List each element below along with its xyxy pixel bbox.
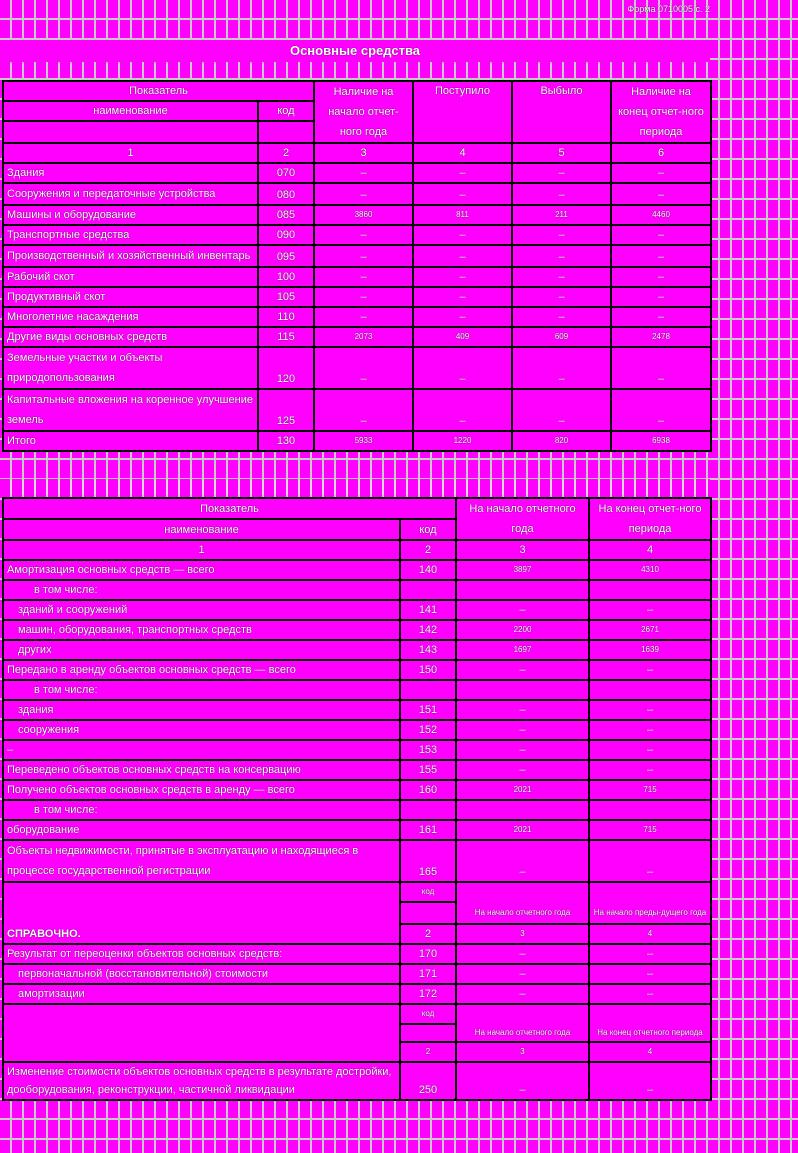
row-received: – [413,347,512,389]
colnum-3: 3 [456,540,589,560]
row-end: – [589,720,711,740]
row-begin: – [456,760,589,780]
row-disposed: – [512,163,611,183]
row-end: – [611,225,711,245]
row-code: 120 [258,347,314,389]
row-name: Машины и оборудование [3,205,258,225]
row-end: 4460 [611,205,711,225]
row-end: – [611,183,711,205]
colnum-2: 2 [258,143,314,163]
ref2-row-code: 250 [400,1062,456,1100]
colnum-1: 1 [3,540,400,560]
table-row [3,680,711,700]
ref-colnum-4: 4 [589,924,711,944]
row-end: 6938 [611,431,711,451]
ref-header-begin: На начало отчетного года [456,882,589,924]
row-end [589,800,711,820]
row-disposed: 820 [512,431,611,451]
ref-header-prev: На начало преды-дущего года [589,882,711,924]
row-end [589,580,711,600]
row-code: 085 [258,205,314,225]
row-code: 070 [258,163,314,183]
row-end: 1639 [589,640,711,660]
table-row [3,431,711,451]
row-code: 141 [400,600,456,620]
row-begin: – [314,225,413,245]
row-begin: 2021 [456,780,589,800]
table-row [3,163,711,183]
row-received: – [413,389,512,431]
row-code [400,800,456,820]
ref-row-a: – [456,944,589,964]
ref2-header-begin: На начало отчетного года [456,1004,589,1042]
row-begin [456,680,589,700]
ref-header-code: код [400,882,456,902]
row-begin: – [456,660,589,680]
row-received: – [413,163,512,183]
row-end: 2478 [611,327,711,347]
table-row [3,840,711,882]
colnum-4: 4 [413,143,512,163]
ref-colnum-2: 2 [400,924,456,944]
table-row [3,389,711,431]
row-received: 1220 [413,431,512,451]
row-code: 090 [258,225,314,245]
row-received: 811 [413,205,512,225]
ref-row-code: 172 [400,984,456,1004]
row-begin: 1697 [456,640,589,660]
table-row [3,700,711,720]
row-begin [456,800,589,820]
ref-row-a: – [456,964,589,984]
row-end: – [611,267,711,287]
row-code: 080 [258,183,314,205]
table-row [3,183,711,205]
row-code: 161 [400,820,456,840]
table-row [3,760,711,780]
row-received: – [413,287,512,307]
row-disposed: – [512,225,611,245]
table-row [3,245,711,267]
row-name: в том числе: [3,680,400,700]
header-begin: На начало отчетного года [456,498,589,540]
colnum-5: 5 [512,143,611,163]
depreciation-table [2,497,712,1101]
row-code: 151 [400,700,456,720]
row-code: 142 [400,620,456,640]
table-row [3,347,711,389]
row-begin: – [314,183,413,205]
ref-row-b: – [589,944,711,964]
row-end: – [611,389,711,431]
ref-colnum-3: 3 [456,924,589,944]
header-end: Наличие на конец отчет-ного периода [611,81,711,143]
table-row [3,720,711,740]
row-received: – [413,307,512,327]
table-row [3,225,711,245]
row-received: – [413,267,512,287]
ref-row-b: – [589,984,711,1004]
row-end: – [589,840,711,882]
table-row [3,660,711,680]
row-begin: – [314,245,413,267]
row-code: 165 [400,840,456,882]
row-name: Итого [3,431,258,451]
row-end: 2671 [589,620,711,640]
colnum-1: 1 [3,143,258,163]
ref2-header-end: На конец отчетного периода [589,1004,711,1042]
row-name: Транспортные средства [3,225,258,245]
row-name: Сооружения и передаточные устройства [3,183,258,205]
row-code: 140 [400,560,456,580]
row-name: здания [3,700,400,720]
table-row [3,580,711,600]
row-end: – [589,740,711,760]
row-begin: – [456,720,589,740]
row-end: – [589,700,711,720]
row-disposed: – [512,267,611,287]
header-indicator: Показатель [3,81,314,101]
row-end: 715 [589,820,711,840]
grid-strip [0,479,710,495]
row-begin: – [314,163,413,183]
colnum-4: 4 [589,540,711,560]
row-disposed: – [512,347,611,389]
row-received: – [413,245,512,267]
row-code [400,580,456,600]
section-title: Основные средства [289,43,421,58]
ref-blank [400,902,456,924]
row-code: 152 [400,720,456,740]
row-disposed: 211 [512,205,611,225]
row-disposed: – [512,307,611,327]
row-begin: – [456,840,589,882]
row-name: зданий и сооружений [3,600,400,620]
section-title-bar [0,40,710,62]
ref2-blank [3,1004,400,1062]
row-name: Получено объектов основных средств в аренду — всего [3,780,400,800]
row-code [400,680,456,700]
row-end: 4310 [589,560,711,580]
row-code: 130 [258,431,314,451]
row-begin: 2200 [456,620,589,640]
row-begin: 3897 [456,560,589,580]
row-end: – [589,600,711,620]
row-name: Продуктивный скот [3,287,258,307]
row-name: Капитальные вложения на коренное улучшение земель [3,389,258,431]
row-name: Передано в аренду объектов основных средств — всего [3,660,400,680]
row-code: 105 [258,287,314,307]
row-name: оборудование [3,820,400,840]
table-row [3,964,711,984]
row-begin: 2021 [456,820,589,840]
colnum-2: 2 [400,540,456,560]
row-disposed: 609 [512,327,611,347]
row-begin: – [314,307,413,327]
row-begin: – [314,267,413,287]
row-begin [456,580,589,600]
colnum-3: 3 [314,143,413,163]
table-row [3,600,711,620]
fixed-assets-table [2,80,712,452]
row-received: – [413,183,512,205]
ref2-header-code: код [400,1004,456,1024]
row-name: в том числе: [3,800,400,820]
colnum-6: 6 [611,143,711,163]
row-code: 125 [258,389,314,431]
table-row [3,327,711,347]
row-code: 110 [258,307,314,327]
row-name: машин, оборудования, транспортных средств [3,620,400,640]
table-row [3,620,711,640]
ref-row-name: первоначальной (восстановительной) стоимости [3,964,400,984]
row-begin: – [456,740,589,760]
row-name: других [3,640,400,660]
ref2-row-b: – [589,1062,711,1100]
form-number: Форма 0710005 с. 2 [627,4,710,14]
row-begin: 2073 [314,327,413,347]
row-end: – [611,347,711,389]
row-name: – [3,740,400,760]
row-name: в том числе: [3,580,400,600]
row-begin: – [314,389,413,431]
table-row [3,267,711,287]
row-name: Многолетние насаждения [3,307,258,327]
header-received: Поступило [413,81,512,143]
header-code: код [258,101,314,121]
row-disposed: – [512,245,611,267]
row-begin: – [314,287,413,307]
table-row [3,780,711,800]
header-begin: Наличие на начало отчет-ного года [314,81,413,143]
header-indicator: Показатель [3,498,456,519]
ref2-blank [400,1024,456,1042]
row-name: сооружения [3,720,400,740]
row-code: 095 [258,245,314,267]
table-row [3,820,711,840]
row-code: 160 [400,780,456,800]
row-code: 100 [258,267,314,287]
row-name: Переведено объектов основных средств на консервацию [3,760,400,780]
ref-row-name: Результат от переоценки объектов основных средств: [3,944,400,964]
table-row [3,560,711,580]
ref2-colnum-2: 2 [400,1042,456,1062]
table-row [3,640,711,660]
row-begin: – [456,700,589,720]
row-disposed: – [512,183,611,205]
table-row [3,307,711,327]
table-row [3,287,711,307]
row-disposed: – [512,287,611,307]
table-row [3,984,711,1004]
ref2-row-name: Изменение стоимости объектов основных средств в результате достройки, дооборудования, реконструкции, частичной ликвидации [3,1062,400,1100]
row-code: 143 [400,640,456,660]
row-name: Земельные участки и объекты природопользования [3,347,258,389]
table-row [3,944,711,964]
header-disposed: Выбыло [512,81,611,143]
row-end [589,680,711,700]
header-blank [258,121,314,143]
header-name: наименование [3,519,400,540]
ref-row-code: 171 [400,964,456,984]
row-name: Амортизация основных средств — всего [3,560,400,580]
row-name: Другие виды основных средств [3,327,258,347]
row-name: Объекты недвижимости, принятые в эксплуатацию и находящиеся в процессе государственной регистрации [3,840,400,882]
row-received: – [413,225,512,245]
header-code: код [400,519,456,540]
row-end: – [611,307,711,327]
row-end: – [589,760,711,780]
row-received: 409 [413,327,512,347]
table-row [3,740,711,760]
table-row [3,800,711,820]
ref-row-a: – [456,984,589,1004]
ref-row-code: 170 [400,944,456,964]
ref-row-name: амортизации [3,984,400,1004]
row-begin: 3860 [314,205,413,225]
header-name: наименование [3,101,258,121]
row-end: – [611,163,711,183]
reference-label: СПРАВОЧНО. [3,882,400,944]
row-begin: – [314,347,413,389]
row-end: – [611,287,711,307]
row-disposed: – [512,389,611,431]
header-blank [3,121,258,143]
row-name: Рабочий скот [3,267,258,287]
row-code: 153 [400,740,456,760]
ref2-colnum-4: 4 [589,1042,711,1062]
row-end: – [589,660,711,680]
row-end: – [611,245,711,267]
ref-row-b: – [589,964,711,984]
row-name: Производственный и хозяйственный инвентарь [3,245,258,267]
row-name: Здания [3,163,258,183]
header-end: На конец отчет-ного периода [589,498,711,540]
row-end: 715 [589,780,711,800]
ref2-row-a: – [456,1062,589,1100]
row-code: 155 [400,760,456,780]
table-row [3,205,711,225]
row-code: 115 [258,327,314,347]
row-begin: – [456,600,589,620]
ref2-colnum-3: 3 [456,1042,589,1062]
row-code: 150 [400,660,456,680]
row-begin: 5933 [314,431,413,451]
